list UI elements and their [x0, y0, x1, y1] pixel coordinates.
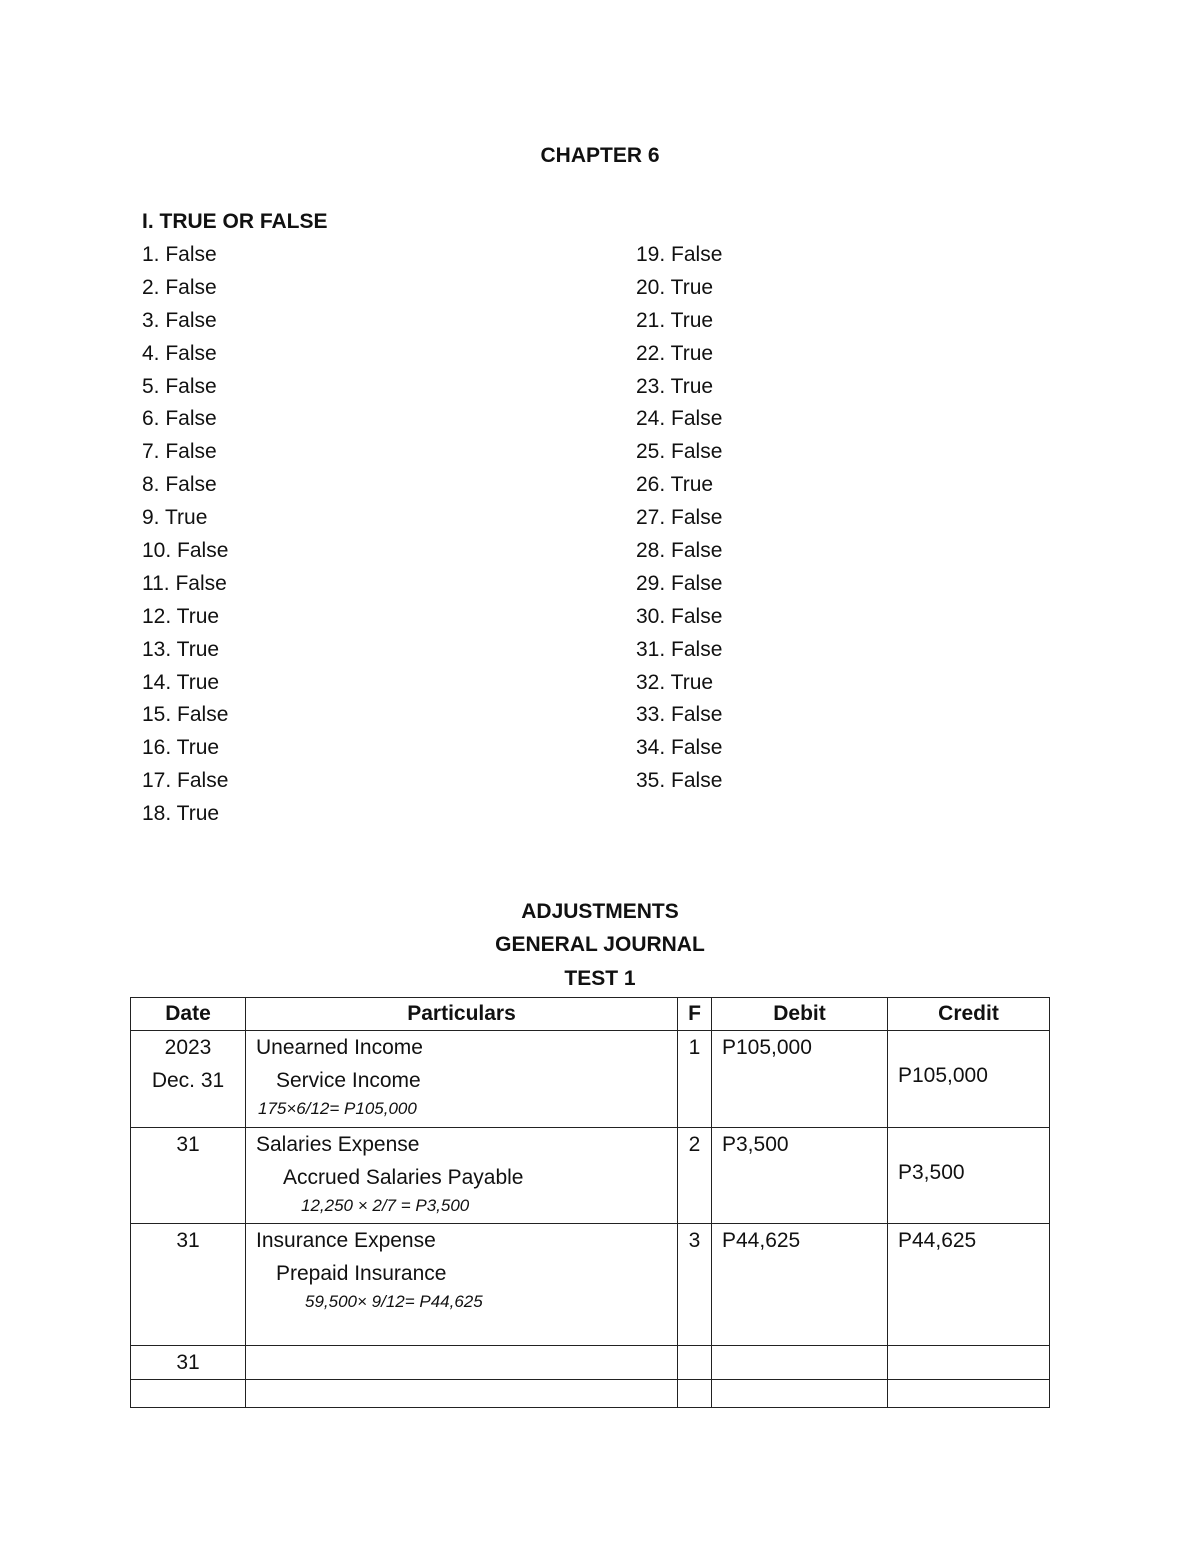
date-cell: [131, 1346, 246, 1380]
answer-item: 25. False: [636, 440, 723, 464]
answer-item: 21. True: [636, 308, 714, 332]
general-journal-table: [130, 997, 1050, 1408]
journal-heading-test: TEST 1: [564, 967, 636, 990]
answer-item: 18. True: [142, 802, 220, 826]
table-row: [131, 1380, 1050, 1408]
answer-item: 1. False: [142, 243, 217, 266]
answer-item: 16. True: [142, 736, 220, 760]
chapter-title: CHAPTER 6: [540, 144, 660, 167]
folio-number: 3: [688, 1229, 701, 1252]
answer-item: 20. True: [636, 275, 714, 299]
answers-left-column: [142, 241, 228, 833]
answer-item: 3. False: [142, 308, 217, 332]
debit-cell: [712, 1031, 888, 1128]
answer-item: 5. False: [142, 374, 217, 398]
answer-item: 8. False: [142, 473, 217, 497]
column-header-particulars: Particulars: [246, 998, 678, 1031]
table-row: [131, 1128, 1050, 1224]
answers-right-column: [636, 241, 722, 800]
particulars-cell: [246, 1128, 678, 1224]
credit-cell: [888, 1346, 1050, 1380]
debit-amount: P44,625: [722, 1229, 801, 1252]
date-cell: [131, 1128, 246, 1224]
folio-cell: [678, 1224, 712, 1346]
answer-item: 28. False: [636, 539, 723, 563]
answer-item: 10. False: [142, 539, 229, 563]
answer-item: 23. True: [636, 374, 714, 398]
date-year: 2023: [164, 1036, 212, 1059]
credit-amount: P105,000: [898, 1064, 988, 1087]
debit-cell: [712, 1128, 888, 1224]
credit-account: Service Income: [276, 1069, 421, 1092]
answer-item: 29. False: [636, 571, 723, 595]
answer-item: 15. False: [142, 703, 229, 727]
answer-item: 4. False: [142, 341, 217, 365]
credit-cell: [888, 1380, 1050, 1408]
column-header-f: F: [678, 998, 712, 1031]
answer-item: 6. False: [142, 407, 217, 431]
computation-note: 12,250 × 2/7 = P3,500: [301, 1196, 470, 1215]
answer-item: 33. False: [636, 703, 723, 727]
folio-cell: [678, 1031, 712, 1128]
folio-number: 1: [688, 1036, 701, 1059]
computation-note: 175×6/12= P105,000: [258, 1099, 417, 1118]
credit-amount: P44,625: [898, 1229, 977, 1252]
answer-item: 14. True: [142, 670, 220, 694]
date-day: 31: [176, 1351, 200, 1374]
answer-item: 19. False: [636, 243, 723, 266]
journal-heading-general-journal: GENERAL JOURNAL: [495, 933, 705, 956]
answer-item: 2. False: [142, 275, 217, 299]
answer-item: 13. True: [142, 637, 220, 661]
credit-account: Prepaid Insurance: [276, 1262, 447, 1285]
debit-amount: P105,000: [722, 1036, 812, 1059]
column-header-credit: Credit: [888, 998, 1050, 1031]
column-header-debit: Debit: [712, 998, 888, 1031]
credit-cell: [888, 1128, 1050, 1224]
answer-item: 27. False: [636, 506, 723, 530]
folio-cell: [678, 1346, 712, 1380]
table-header-row: [131, 998, 1050, 1031]
particulars-cell: [246, 1346, 678, 1380]
debit-cell: [712, 1380, 888, 1408]
answer-item: 9. True: [142, 506, 208, 530]
credit-cell: [888, 1224, 1050, 1346]
folio-cell: [678, 1380, 712, 1408]
answer-item: 26. True: [636, 473, 714, 497]
answer-item: 32. True: [636, 670, 714, 694]
answer-item: 11. False: [142, 571, 227, 595]
table-row: [131, 1031, 1050, 1128]
answer-item: 22. True: [636, 341, 714, 365]
debit-account: Salaries Expense: [256, 1133, 420, 1156]
credit-amount: P3,500: [898, 1161, 965, 1184]
computation-note: 59,500× 9/12= P44,625: [305, 1292, 483, 1311]
particulars-cell: [246, 1031, 678, 1128]
date-day: 31: [176, 1133, 200, 1156]
table-row: [131, 1224, 1050, 1346]
table-row: [131, 1346, 1050, 1380]
date-cell: [131, 1380, 246, 1408]
debit-account: Insurance Expense: [256, 1229, 436, 1252]
particulars-cell: [246, 1224, 678, 1346]
answer-item: 31. False: [636, 637, 723, 661]
answer-item: 12. True: [142, 604, 220, 628]
answer-item: 17. False: [142, 769, 229, 793]
answer-item: 30. False: [636, 604, 723, 628]
debit-cell: [712, 1346, 888, 1380]
date-day: 31: [176, 1229, 200, 1252]
answer-item: 34. False: [636, 736, 723, 760]
folio-number: 2: [688, 1133, 701, 1156]
debit-cell: [712, 1224, 888, 1346]
debit-amount: P3,500: [722, 1133, 789, 1156]
date-cell: [131, 1031, 246, 1128]
credit-account: Accrued Salaries Payable: [283, 1166, 524, 1189]
answer-item: 35. False: [636, 769, 723, 793]
journal-heading-adjustments: ADJUSTMENTS: [521, 900, 679, 923]
folio-cell: [678, 1128, 712, 1224]
column-header-date: Date: [131, 998, 246, 1031]
particulars-cell: [246, 1380, 678, 1408]
answer-item: 7. False: [142, 440, 217, 464]
section-heading: I. TRUE OR FALSE: [142, 210, 328, 233]
debit-account: Unearned Income: [256, 1036, 423, 1059]
credit-cell: [888, 1031, 1050, 1128]
date-day: Dec. 31: [151, 1069, 225, 1092]
date-cell: [131, 1224, 246, 1346]
answer-item: 24. False: [636, 407, 723, 431]
